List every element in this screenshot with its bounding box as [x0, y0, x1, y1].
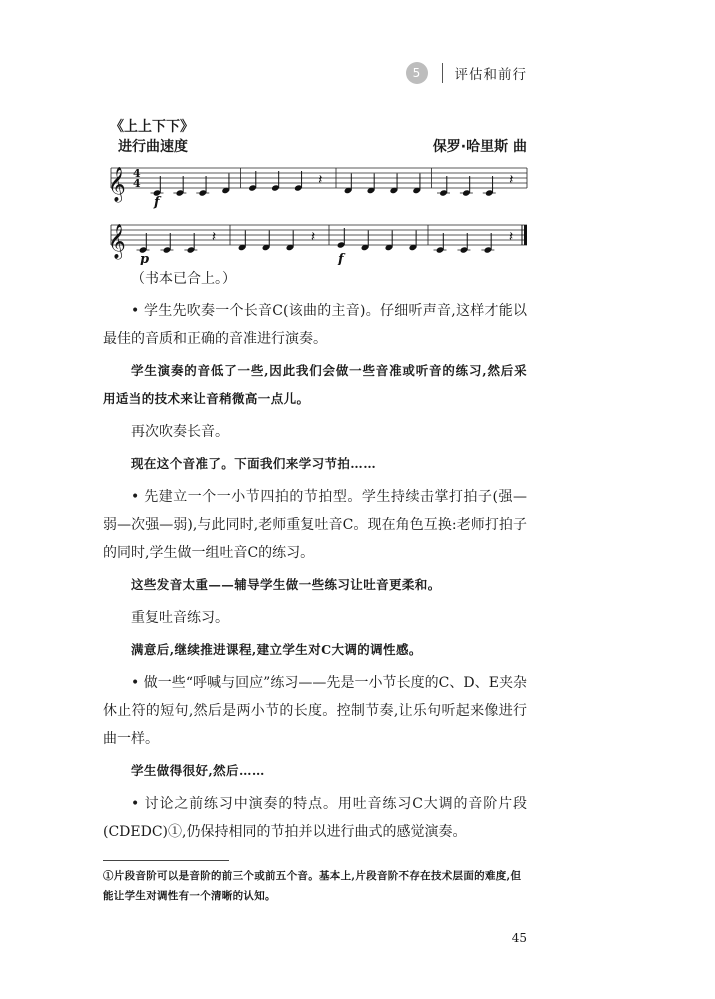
dynamic-marking: f — [338, 252, 344, 265]
running-header — [406, 62, 528, 84]
dynamic-marking: p — [140, 252, 150, 265]
teacher-commentary: 这些发音太重——辅导学生做一些练习让吐音更柔和。 — [131, 577, 441, 592]
lesson-text — [103, 265, 527, 850]
lesson-paragraph: （书本已合上。） — [131, 271, 236, 287]
lesson-paragraph: • 学生先吹奏一个长音C(该曲的主音)。仔细听声音,这样才能以最佳的音质和正确的音准进行演奏。 — [103, 303, 527, 347]
quarter-rest-icon: 𝄽 — [211, 229, 217, 245]
treble-clef-icon: 𝄞 — [108, 167, 126, 202]
music-score — [103, 150, 533, 265]
lesson-paragraph: 重复吐音练习。 — [131, 610, 229, 626]
quarter-rest-icon: 𝄽 — [509, 172, 514, 188]
teacher-commentary: 学生演奏的音低了一些,因此我们会做一些音准或听音的练习,然后采用适当的技术来让音稍微高一点儿。 — [103, 363, 527, 406]
section-title: 评估和前行 — [454, 67, 527, 83]
composer-credit: 保罗·哈里斯 曲 — [432, 139, 527, 155]
chapter-number-badge: 5 — [406, 62, 428, 84]
time-signature-bottom: 4 — [133, 177, 141, 190]
lesson-paragraph: • 先建立一个一小节四拍的节拍型。学生持续击掌打拍子(强—弱—次强—弱),与此同时,老师重复吐音C。现在角色互换:老师打拍子的同时,学生做一组吐音C的练习。 — [103, 489, 527, 561]
dynamic-marking: f — [154, 195, 160, 210]
lesson-paragraph: 再次吹奏长音。 — [131, 424, 229, 440]
teacher-commentary: 现在这个音准了。下面我们来学习节拍…… — [131, 456, 377, 471]
footnote: ①片段音阶可以是音阶的前三个或前五个音。基本上,片段音阶不存在技术层面的难度,但能让学生对调性有一个清晰的认知。 — [103, 870, 522, 902]
page-number: 45 — [511, 931, 527, 945]
header-divider — [442, 63, 443, 83]
lesson-paragraph: • 讨论之前练习中演奏的特点。用吐音练习C大调的音阶片段(CDEDC)①,仍保持相同的节拍并以进行曲式的感觉演奏。 — [103, 796, 527, 840]
time-signature-top: 4 — [133, 167, 141, 180]
quarter-rest-icon: 𝄽 — [310, 229, 316, 245]
teacher-commentary: 学生做得很好,然后…… — [131, 763, 265, 778]
teacher-commentary: 满意后,继续推进课程,建立学生对C大调的调性感。 — [131, 642, 422, 657]
lesson-paragraph: • 做一些“呼喊与回应”练习——先是一小节长度的C、D、E夹杂休止符的短句,然后是两小节的长度。控制节奏,让乐句听起来像进行曲一样。 — [103, 675, 527, 747]
quarter-rest-icon: 𝄽 — [508, 229, 514, 245]
footnote-divider — [103, 860, 229, 861]
tempo-marking: 进行曲速度 — [118, 139, 188, 155]
treble-clef-icon: 𝄞 — [108, 224, 126, 259]
score-title: 《上上下下》 — [110, 119, 194, 135]
quarter-rest-icon: 𝄽 — [318, 172, 323, 188]
